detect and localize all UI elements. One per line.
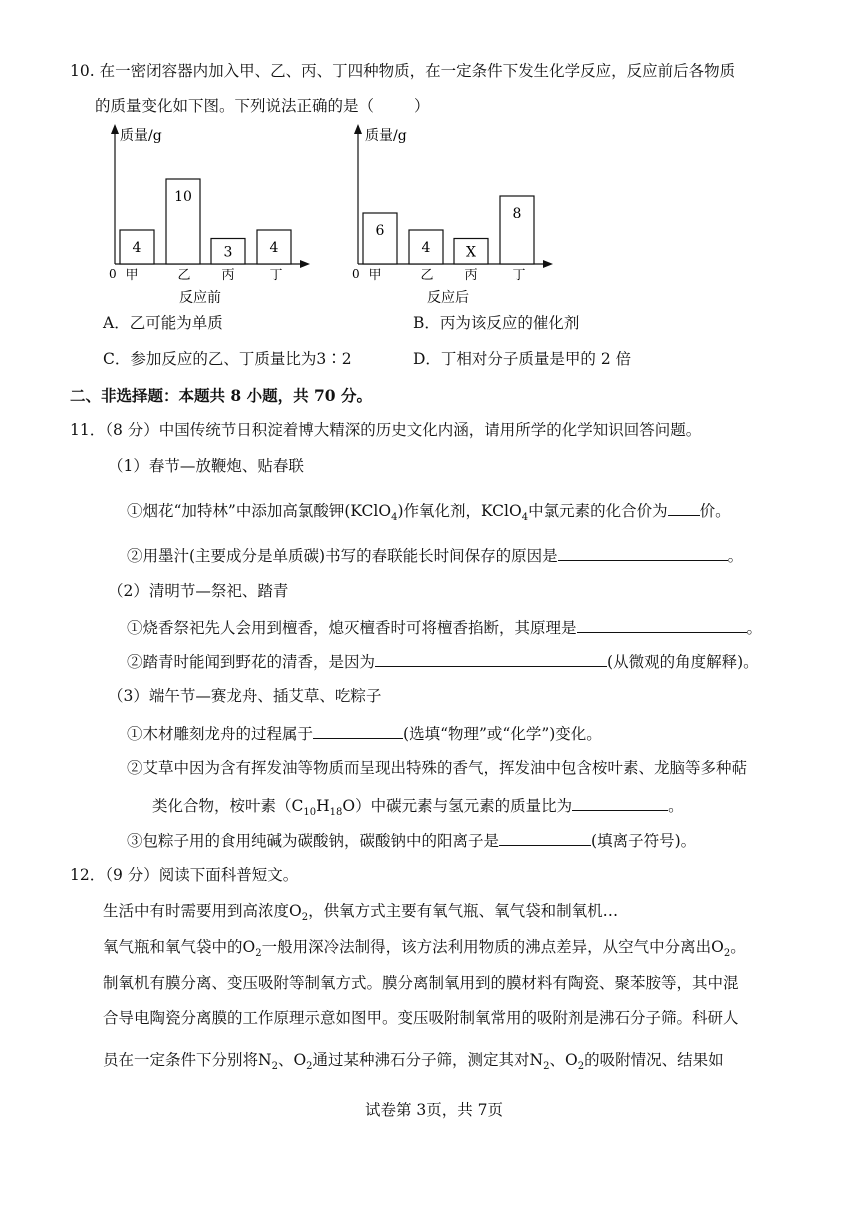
bar-value-label: X [466, 244, 476, 261]
subscript: 2 [577, 1061, 585, 1073]
bar-value-label: 6 [375, 223, 385, 239]
answer-blank[interactable] [558, 545, 728, 561]
q10-option-b: B．丙为该反应的催化剂 [413, 314, 580, 332]
subscript: 2 [301, 912, 309, 924]
category-label: 乙 [177, 268, 191, 283]
q12-line5 [103, 1051, 724, 1074]
text-segment: (填离子符号)。 [591, 832, 697, 850]
text-segment: ③包粽子用的食用纯碱为碳酸钠，碳酸钠中的阳离子是 [127, 832, 500, 850]
y-axis-label: 质量/g [365, 128, 407, 144]
q11-2-2 [127, 651, 759, 672]
category-label: 甲 [125, 268, 139, 283]
q11-part1: （1）春节—放鞭炮、贴春联 [108, 457, 304, 475]
text-segment: O）中碳元素与氢元素的质量比为 [342, 797, 573, 815]
subscript: 10 [303, 807, 317, 819]
text-segment: ，供氧方式主要有氧气瓶、氧气袋和制氧机… [308, 902, 619, 920]
bar-value-label: 4 [269, 240, 279, 256]
q10-stem-text: 的质量变化如下图。下列说法正确的是（ [95, 97, 375, 115]
text-segment: 。 [730, 938, 746, 956]
text-segment: 。 [746, 619, 763, 637]
text-segment: (选填“物理”或“化学”)变化。 [403, 725, 602, 743]
q11-3-3 [127, 830, 696, 851]
q11-part3: （3）端午节—赛龙舟、插艾草、吃粽子 [108, 687, 382, 705]
chart-after-svg [343, 122, 563, 307]
x-axis-caption: 反应前 [179, 290, 221, 306]
x-axis-arrow [543, 260, 553, 268]
q11-3-2a: ②艾草中因为含有挥发油等物质而呈现出特殊的香气，挥发油中包含桉叶素、龙脑等多种萜 [127, 759, 748, 777]
q11-3-1 [127, 723, 602, 744]
q10-paren-close: ） [414, 97, 430, 115]
text-segment: 。 [668, 797, 684, 815]
q12-line4: 合导电陶瓷分离膜的工作原理示意如图甲。变压吸附制氧常用的吸附剂是沸石分子筛。科研人 [103, 1009, 739, 1027]
chart-before [100, 122, 320, 311]
category-label: 乙 [420, 268, 434, 283]
text-segment: ①木材雕刻龙舟的过程属于 [127, 725, 314, 743]
text-segment: ①烟花“加特林”中添加高氯酸钾(KClO [127, 502, 392, 520]
category-label: 丁 [269, 268, 283, 283]
text-segment: )作氧化剂，KClO [397, 502, 522, 520]
section-heading: 二、非选择题：本题共 8 小题，共 70 分。 [70, 386, 372, 405]
q11-1-2 [127, 545, 743, 566]
category-label: 甲 [368, 268, 382, 283]
q11-title: 11．（8 分）中国传统节日积淀着博大精深的历史文化内涵，请用所学的化学知识回答问题。 [70, 421, 702, 439]
q10-stem-line1: 10. 在一密闭容器内加入甲、乙、丙、丁四种物质，在一定条件下发生化学反应，反应前后各物质 [70, 62, 736, 80]
text-segment: 生活中有时需要用到高浓度O [103, 902, 302, 920]
answer-blank[interactable] [313, 723, 403, 739]
answer-blank[interactable] [572, 795, 668, 811]
subscript: 4 [391, 512, 398, 524]
bar-value-label: 3 [223, 244, 233, 261]
text-segment: 氧气瓶和氧气袋中的O [103, 938, 256, 956]
q10-option-c: C．参加反应的乙、丁质量比为3∶2 [103, 350, 352, 368]
text-segment: 。 [727, 547, 744, 565]
q11-2-1 [127, 617, 762, 638]
bar-value-label: 8 [512, 206, 522, 222]
page-footer: 试卷第 3页，共 7页 [364, 1101, 504, 1119]
text-segment: 、O [277, 1051, 307, 1069]
subscript: 2 [271, 1061, 278, 1073]
q10-option-d: D．丁相对分子质量是甲的 2 倍 [413, 350, 632, 368]
category-label: 丙 [221, 268, 235, 283]
text-segment: ②踏青时能闻到野花的清香，是因为 [127, 653, 376, 671]
q12-title: 12．（9 分）阅读下面科普短文。 [70, 866, 299, 884]
q11-1-1 [127, 500, 731, 525]
q12-line2 [103, 938, 746, 961]
bar-value-label: 4 [132, 240, 142, 256]
text-segment: 价。 [699, 502, 731, 520]
answer-blank[interactable] [577, 617, 747, 633]
answer-blank[interactable] [668, 500, 700, 516]
origin-label: 0 [109, 267, 117, 281]
text-segment: ②用墨汁(主要成分是单质碳)书写的春联能长时间保存的原因是 [127, 547, 558, 565]
y-axis-label: 质量/g [120, 128, 162, 144]
chart-before-svg [100, 122, 320, 307]
text-segment: 、O [549, 1051, 578, 1069]
text-segment: 通过某种沸石分子筛，测定其对N [312, 1051, 544, 1069]
y-axis-arrow [111, 124, 119, 134]
subscript: 18 [329, 807, 343, 819]
answer-blank[interactable] [375, 651, 607, 667]
text-segment: H [316, 797, 330, 815]
category-label: 丁 [512, 268, 526, 283]
subscript: 2 [543, 1061, 550, 1073]
subscript: 2 [306, 1061, 313, 1073]
subscript: 2 [723, 948, 731, 960]
subscript: 4 [521, 512, 529, 524]
text-segment: 一般用深冷法制得，该方法利用物质的沸点差异，从空气中分离出O [261, 938, 724, 956]
bar-value-label: 4 [421, 240, 431, 256]
bar-value-label: 10 [174, 189, 192, 205]
q12-line1 [103, 902, 618, 925]
q11-part2: （2）清明节—祭祀、踏青 [108, 582, 289, 600]
y-axis-arrow [354, 124, 362, 134]
x-axis-arrow [300, 260, 310, 268]
q10-stem-line2 [95, 97, 430, 116]
answer-blank[interactable] [499, 830, 591, 846]
q10-option-a: A．乙可能为单质 [103, 314, 223, 332]
text-segment: ①烧香祭祀先人会用到檀香，熄灭檀香时可将檀香掐断，其原理是 [127, 619, 577, 637]
chart-after [343, 122, 563, 311]
origin-label: 0 [352, 267, 360, 281]
q11-3-2b [152, 795, 684, 820]
x-axis-caption: 反应后 [427, 290, 469, 306]
text-segment: (从微观的角度解释)。 [607, 653, 759, 671]
subscript: 2 [255, 948, 262, 960]
text-segment: 的吸附情况、结果如 [584, 1051, 724, 1069]
category-label: 丙 [464, 268, 478, 283]
q12-line3: 制氧机有膜分离、变压吸附等制氧方式。膜分离制氧用到的膜材料有陶瓷、聚苯胺等，其中混 [103, 974, 739, 992]
text-segment: 中氯元素的化合价为 [528, 502, 668, 520]
text-segment: 员在一定条件下分别将N [103, 1051, 272, 1069]
text-segment: 类化合物，桉叶素（C [152, 797, 304, 815]
